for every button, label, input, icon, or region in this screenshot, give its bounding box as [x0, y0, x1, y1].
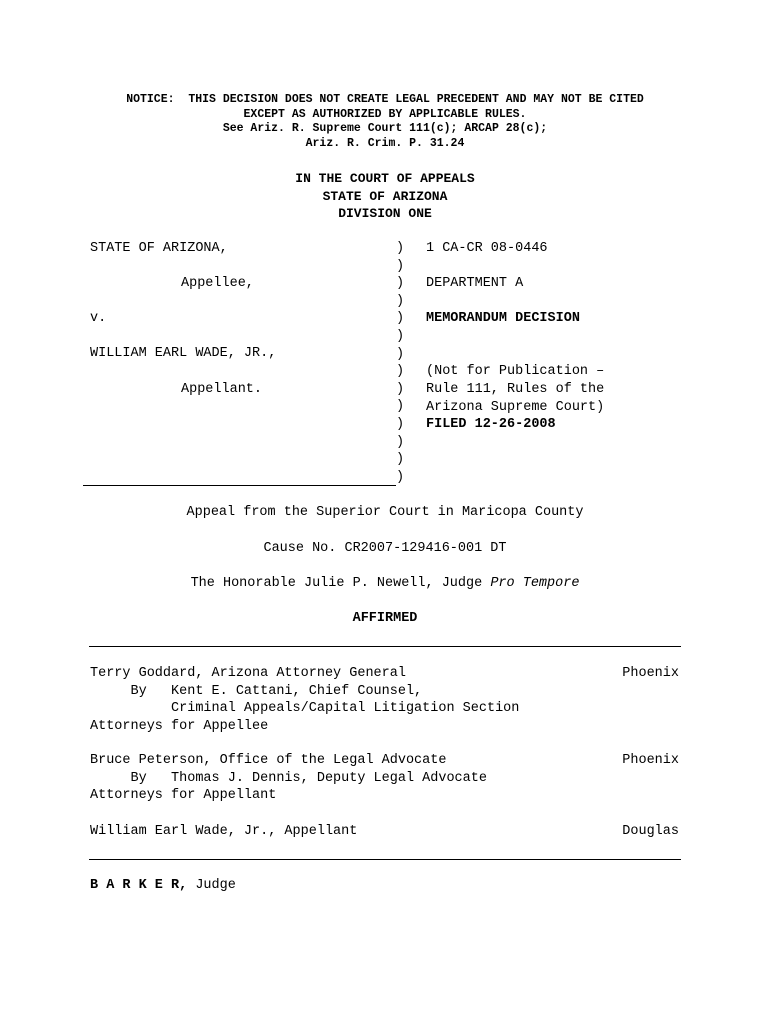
party-appellee-role: Appellee,: [181, 276, 254, 291]
caption-parenthesis-column: ) ) ) ) ) ) ) ) ) ) ) ) ) ): [396, 241, 405, 485]
cause-number: Cause No. CR2007-129416-001 DT: [263, 541, 507, 556]
publication-note-3: Arizona Supreme Court): [426, 399, 605, 415]
court-division: DIVISION ONE: [338, 206, 432, 221]
notice-line-4: Ariz. R. Crim. P. 31.24: [305, 136, 465, 150]
filed-date: FILED 12-26-2008: [426, 417, 556, 432]
versus: v.: [90, 311, 107, 326]
trial-judge-title: Pro Tempore: [490, 576, 580, 591]
counsel-2-role: Attorneys for Appellant: [90, 788, 277, 803]
opinion-author-line: B A R K E R, Judge: [90, 878, 236, 893]
appeal-from: Appeal from the Superior Court in Maricopa County: [186, 505, 584, 520]
publication-note-2: Rule 111, Rules of the: [426, 382, 605, 397]
trial-judge-name: The Honorable Julie P. Newell, Judge: [190, 576, 491, 591]
party-appellant-name: WILLIAM EARL WADE, JR.,: [90, 346, 277, 361]
court-state: STATE OF ARIZONA: [322, 188, 448, 204]
counsel-1-name: Terry Goddard, Arizona Attorney General: [90, 666, 406, 681]
counsel-bottom-rule: [89, 859, 681, 860]
court-name: IN THE COURT OF APPEALS: [295, 171, 475, 186]
counsel-top-rule: [89, 646, 681, 647]
notice-line-3: See Ariz. R. Supreme Court 111(c); ARCAP 28(c);: [222, 122, 548, 135]
notice-line-1: NOTICE: THIS DECISION DOES NOT CREATE LEGAL PRECEDENT AND MAY NOT BE CITED: [126, 93, 644, 106]
trial-judge: [0, 575, 770, 593]
counsel-1-section: Criminal Appeals/Capital Litigation Section: [90, 701, 520, 716]
case-number: 1 CA-CR 08-0446: [426, 241, 548, 256]
party-appellee-name: STATE OF ARIZONA,: [90, 241, 228, 256]
caption-underline: [83, 485, 396, 486]
counsel-2-city: Phoenix: [622, 753, 679, 768]
disposition: AFFIRMED: [352, 611, 418, 626]
department: DEPARTMENT A: [426, 276, 524, 291]
counsel-3-name: William Earl Wade, Jr., Appellant: [90, 824, 358, 839]
counsel-1-role: Attorneys for Appellee: [90, 718, 269, 734]
publication-note-1: (Not for Publication –: [426, 364, 605, 379]
counsel-2-by: By Thomas J. Dennis, Deputy Legal Advocate: [90, 770, 487, 786]
opinion-author-suffix: Judge: [187, 878, 236, 893]
counsel-3-city: Douglas: [622, 824, 679, 839]
counsel-2-name: Bruce Peterson, Office of the Legal Advocate: [90, 753, 447, 768]
notice-line-2: EXCEPT AS AUTHORIZED BY APPLICABLE RULES.: [243, 107, 527, 121]
counsel-1-by: By Kent E. Cattani, Chief Counsel,: [90, 683, 423, 699]
decision-type: MEMORANDUM DECISION: [426, 311, 580, 326]
counsel-1-city: Phoenix: [622, 666, 679, 681]
party-appellant-role: Appellant.: [181, 382, 263, 397]
opinion-author: B A R K E R: [90, 878, 180, 893]
